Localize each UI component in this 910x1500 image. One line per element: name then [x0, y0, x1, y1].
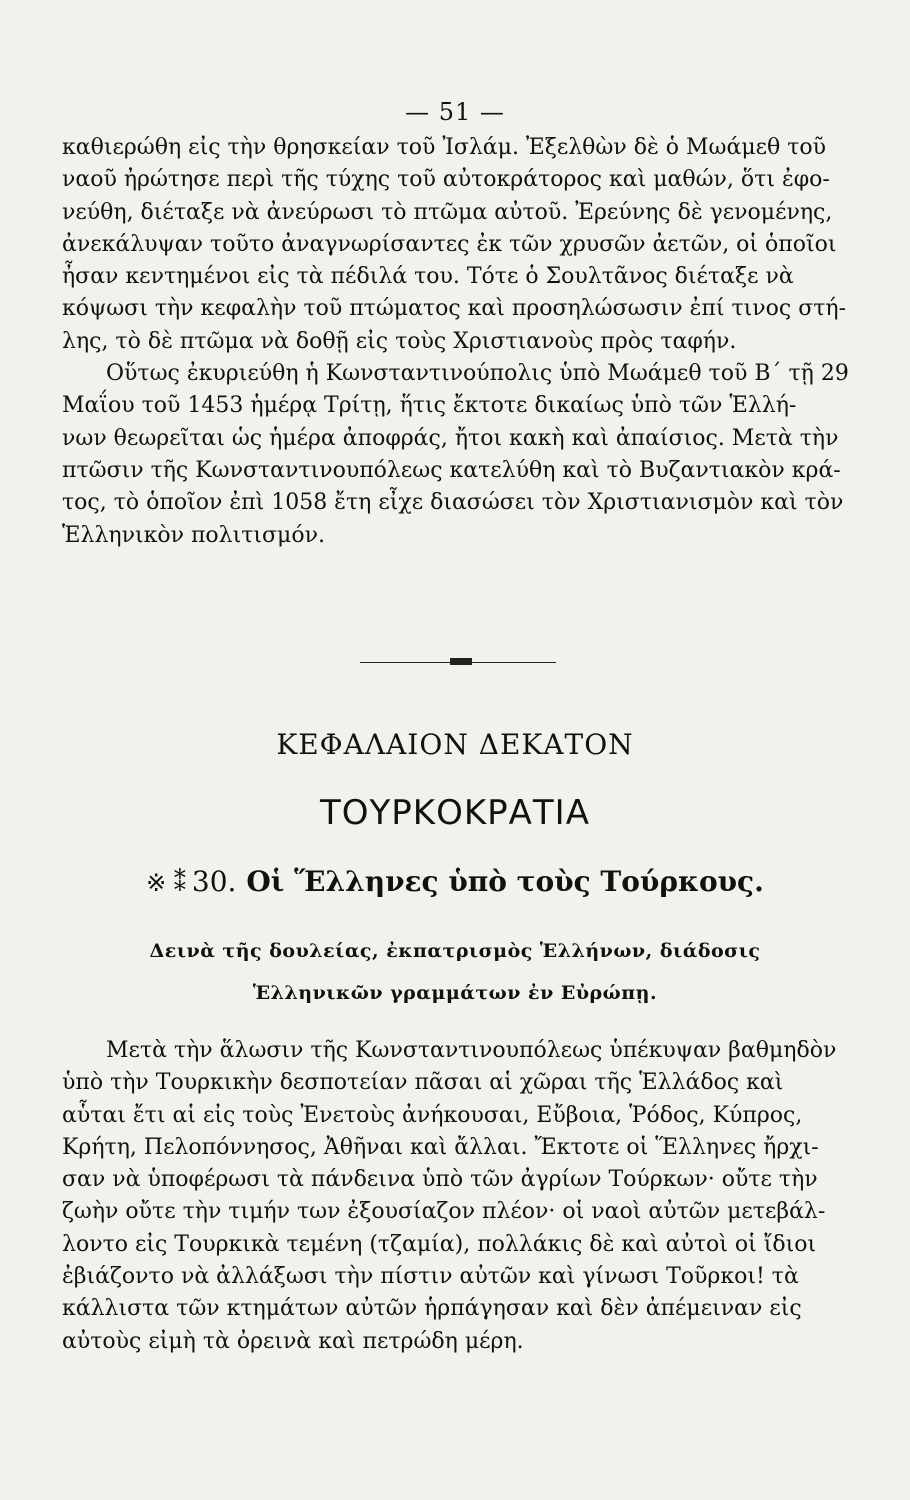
text-line: λης, τὸ δὲ πτῶμα νὰ δοθῇ εἰς τοὺς Χριστιανοὺς πρὸς ταφήν.: [62, 328, 737, 354]
text-line: ἦσαν κεντημένοι εἰς τὰ πέδιλά του. Τότε ὁ Σουλτᾶνος διέταξε νὰ: [62, 264, 794, 290]
paragraph-continuation: [62, 132, 872, 552]
section-number: 30.: [191, 865, 237, 898]
chapter-label: ΚΕΦΑΛΑΙΟΝ ΔΕΚΑΤΟΝ: [276, 728, 634, 761]
text-line: αὐτοὺς εἰμὴ τὰ ὀρεινὰ καὶ πετρώδη μέρη.: [62, 1328, 524, 1354]
section-marks: ※ ⁑: [146, 869, 186, 897]
section-heading: [0, 865, 910, 898]
text-line: κόψωσι τὴν κεφαλὴν τοῦ πτώματος καὶ προσηλώσωσιν ἐπί τινος στή-: [62, 296, 847, 322]
text-line: αὗται ἔτι αἱ εἰς τοὺς Ἐνετοὺς ἀνήκουσαι, Εὔβοια, Ῥόδος, Κύπρος,: [62, 1102, 803, 1128]
text-line: πτῶσιν τῆς Κωνσταντινουπόλεως κατελύθη καὶ τὸ Βυζαντιακὸν κρά-: [62, 457, 841, 483]
paragraph-body: [62, 1035, 872, 1358]
text-line: σαν νὰ ὑποφέρωσι τὰ πάνδεινα ὑπὸ τῶν ἀγρίων Τούρκων· οὔτε τὴν: [62, 1167, 818, 1193]
text-line: λοντο εἰς Τουρκικὰ τεμένη (τζαμία), πολλάκις δὲ καὶ αὐτοὶ οἱ ἴδιοι: [62, 1231, 817, 1257]
text-line: ἐβιάζοντο νὰ ἀλλάξωσι τὴν πίστιν αὐτῶν καὶ γίνωσι Τοῦρκοι! τὰ: [62, 1264, 799, 1290]
text-line: Κρήτη, Πελοπόννησος, Ἀθῆναι καὶ ἄλλαι. Ἔκτοτε οἱ Ἕλληνες ἤρχι-: [62, 1134, 819, 1160]
text-line: Οὕτως ἐκυριεύθη ἡ Κωνσταντινούπολις ὑπὸ Μωάμεθ τοῦ Β΄ τῇ 29: [106, 361, 849, 387]
text-line: Μαΐου τοῦ 1453 ἡμέρᾳ Τρίτῃ, ἥτις ἔκτοτε δικαίως ὑπὸ τῶν Ἑλλή-: [62, 393, 797, 419]
text-line: Ἑλληνικὸν πολιτισμόν.: [62, 522, 325, 548]
text-line: καθιερώθη εἰς τὴν θρησκείαν τοῦ Ἰσλάμ. Ἐξελθὼν δὲ ὁ Μωάμεθ τοῦ: [62, 135, 827, 160]
text-line: ἀνεκάλυψαν τοῦτο ἀναγνωρίσαντες ἐκ τῶν χρυσῶν ἀετῶν, οἱ ὁποῖοι: [62, 231, 837, 257]
text-line: Μετὰ τὴν ἅλωσιν τῆς Κωνσταντινουπόλεως ὑπέκυψαν βαθμηδὸν: [106, 1038, 837, 1063]
chapter-title: ΤΟΥΡΚΟΚΡΑΤΙΑ: [320, 793, 590, 833]
text-line: νων θεωρεῖται ὡς ἡμέρα ἀποφράς, ἤτοι κακὴ καὶ ἀπαίσιος. Μετὰ τὴν: [62, 425, 839, 451]
text-line: νεύθη, διέταξε νὰ ἀνεύρωσι τὸ πτῶμα αὐτοῦ. Ἐρεύνης δὲ γενομένης,: [62, 199, 833, 225]
section-summary-line: Ἑλληνικῶν γραμμάτων ἐν Εὐρώπῃ.: [252, 982, 658, 1004]
text-line: τος, τὸ ὁποῖον ἐπὶ 1058 ἔτη εἶχε διασώσει τὸν Χριστιανισμὸν καὶ τὸν: [62, 490, 844, 516]
text-line: ναοῦ ἠρώτησε περὶ τῆς τύχης τοῦ αὐτοκράτορος καὶ μαθών, ὅτι ἐφο-: [62, 167, 830, 193]
section-title: Οἱ Ἕλληνες ὑπὸ τοὺς Τούρκους.: [246, 865, 764, 898]
text-line: ὑπὸ τὴν Τουρκικὴν δεσποτείαν πᾶσαι αἱ χῶραι τῆς Ἑλλάδος καὶ: [62, 1070, 784, 1096]
text-line: κάλλιστα τῶν κτημάτων αὐτῶν ἡρπάγησαν καὶ δὲν ἀπέμειναν εἰς: [62, 1296, 802, 1322]
text-line: ζωὴν οὔτε τὴν τιμήν των ἐξουσίαζον πλέον· οἱ ναοὶ αὐτῶν μετεβάλ-: [62, 1199, 826, 1225]
divider-ornament: [450, 658, 472, 665]
page-number: — 51 —: [405, 98, 505, 126]
section-summary-line: Δεινὰ τῆς δουλείας, ἐκπατρισμὸς Ἑλλήνων, διάδοσις: [149, 940, 761, 962]
